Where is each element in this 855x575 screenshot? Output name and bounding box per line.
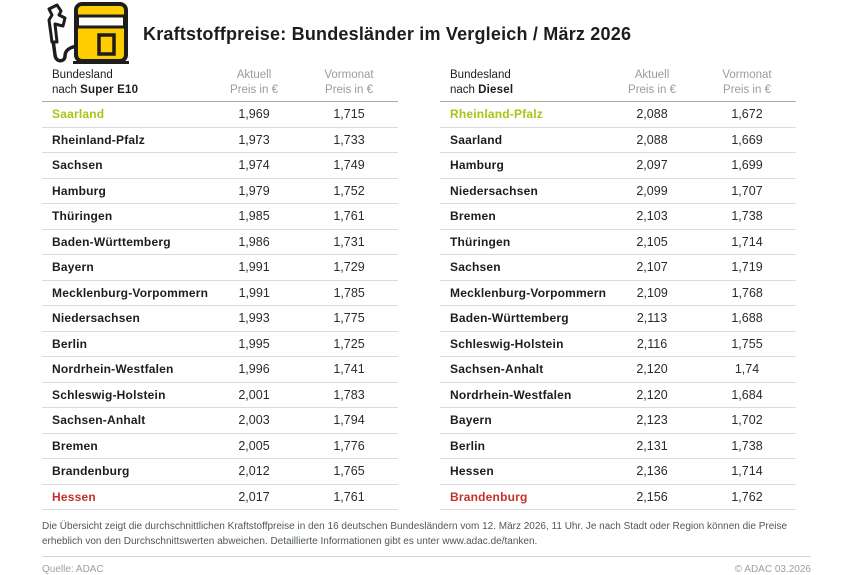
price-previous: 1,699 (731, 158, 763, 173)
price-current: 2,105 (636, 234, 668, 249)
price-current: 2,123 (636, 413, 668, 428)
state-name: Brandenburg (52, 464, 130, 479)
state-name: Thüringen (450, 234, 511, 249)
state-name: Sachsen-Anhalt (450, 362, 544, 377)
state-name: Sachsen (52, 158, 103, 173)
price-previous: 1,755 (731, 336, 763, 351)
tables-section (42, 68, 811, 510)
table-row (42, 332, 398, 358)
fuel-pump-icon (42, 2, 130, 64)
price-previous: 1,762 (731, 489, 763, 504)
price-previous: 1,741 (333, 362, 365, 377)
state-name: Hessen (52, 489, 96, 504)
table-row (440, 459, 796, 485)
table-row (42, 102, 398, 128)
state-name: Mecklenburg-Vorpommern (52, 285, 209, 300)
state-name: Nordrhein-Westfalen (52, 362, 174, 377)
table-row (42, 204, 398, 230)
price-current: 2,120 (636, 362, 668, 377)
price-current: 1,973 (238, 132, 270, 147)
price-current: 1,993 (238, 311, 270, 326)
nach-label: nach (52, 83, 77, 96)
table-row (42, 179, 398, 205)
table-row (440, 179, 796, 205)
price-table-diesel (440, 68, 796, 510)
state-label: Bundesland (52, 69, 113, 81)
price-current: 2,107 (636, 260, 668, 275)
col-header-current (606, 68, 698, 98)
state-name: Hessen (450, 464, 494, 479)
price-previous: 1,761 (333, 209, 365, 224)
state-name: Baden-Württemberg (52, 234, 171, 249)
copyright-text: © ADAC 03.2026 (734, 564, 811, 575)
fuel-name: Diesel (478, 83, 514, 96)
table-header (42, 68, 398, 102)
state-name: Bremen (52, 438, 98, 453)
price-current: 1,985 (238, 209, 270, 224)
price-current: 2,088 (636, 132, 668, 147)
table-row (440, 255, 796, 281)
col-header-state (42, 68, 208, 98)
table-header (440, 68, 796, 102)
table-row (440, 204, 796, 230)
current-label-line1: Aktuell (634, 69, 670, 81)
price-current: 2,131 (636, 438, 668, 453)
table-row (440, 281, 796, 307)
price-previous: 1,684 (731, 387, 763, 402)
footer-divider (42, 556, 811, 557)
table-row (42, 383, 398, 409)
page-title: Kraftstoffpreise: Bundesländer im Vergleich / März 2026 (143, 23, 632, 44)
price-current: 2,099 (636, 183, 668, 198)
price-previous: 1,714 (731, 464, 763, 479)
previous-label-line2: Preis in € (325, 83, 373, 96)
col-header-previous (698, 68, 796, 98)
price-current: 1,974 (238, 158, 270, 173)
price-current: 2,017 (238, 489, 270, 504)
state-name: Schleswig-Holstein (450, 336, 564, 351)
state-name: Rheinland-Pfalz (450, 107, 544, 122)
table-row (440, 102, 796, 128)
fuel-name: Super E10 (80, 83, 139, 96)
col-header-state (440, 68, 606, 98)
price-previous: 1,794 (333, 413, 365, 428)
state-name: Hamburg (450, 158, 505, 173)
nach-label: nach (450, 83, 475, 96)
col-header-current (208, 68, 300, 98)
table-row (440, 128, 796, 154)
state-name: Schleswig-Holstein (52, 387, 166, 402)
state-name: Bayern (450, 413, 492, 428)
price-current: 1,969 (238, 107, 270, 122)
current-label-line1: Aktuell (236, 69, 272, 81)
table-row (42, 153, 398, 179)
price-previous: 1,768 (731, 285, 763, 300)
current-label-line2: Preis in € (230, 83, 278, 96)
state-name: Sachsen (450, 260, 501, 275)
table-row (42, 434, 398, 460)
previous-label-line2: Preis in € (723, 83, 771, 96)
price-current: 2,109 (636, 285, 668, 300)
bottom-bar (42, 564, 811, 575)
state-name: Saarland (450, 132, 503, 147)
price-previous: 1,783 (333, 387, 365, 402)
state-name: Berlin (52, 336, 88, 351)
footer-note: Die Übersicht zeigt die durchschnittlichen Kraftstoffpreise in den 16 deutschen Bundesländern vom 12. März 2026, 11 Uhr. Je nach Stadt oder Region können die Preise erheblich von den Durchschnittswerten abweichen. Detaillierte Informationen gibt es unter www.adac.de/tanken. (42, 521, 788, 547)
price-current: 2,103 (636, 209, 668, 224)
price-current: 2,120 (636, 387, 668, 402)
price-previous: 1,714 (731, 234, 763, 249)
state-name: Bayern (52, 260, 94, 275)
price-table-super-e10 (42, 68, 398, 510)
col-header-previous (300, 68, 398, 98)
state-name: Niedersachsen (450, 183, 538, 198)
table-row (42, 357, 398, 383)
price-previous: 1,738 (731, 438, 763, 453)
price-current: 1,986 (238, 234, 270, 249)
price-current: 2,088 (636, 107, 668, 122)
table-row (440, 230, 796, 256)
header (42, 0, 811, 66)
table-row (440, 383, 796, 409)
state-name: Nordrhein-Westfalen (450, 387, 572, 402)
table-row (440, 153, 796, 179)
table-row (42, 128, 398, 154)
price-previous: 1,733 (333, 132, 365, 147)
price-previous: 1,672 (731, 107, 763, 122)
price-previous: 1,749 (333, 158, 365, 173)
state-name: Rheinland-Pfalz (52, 132, 146, 147)
price-previous: 1,719 (731, 260, 763, 275)
table-body (42, 102, 398, 510)
price-current: 2,116 (636, 336, 668, 351)
price-previous: 1,785 (333, 285, 365, 300)
price-current: 2,012 (238, 464, 270, 479)
price-current: 1,995 (238, 336, 270, 351)
table-row (42, 459, 398, 485)
state-name: Saarland (52, 107, 105, 122)
table-row (42, 281, 398, 307)
price-current: 2,113 (636, 311, 668, 326)
price-previous: 1,775 (333, 311, 365, 326)
table-row (42, 230, 398, 256)
table-body (440, 102, 796, 510)
table-row (42, 485, 398, 511)
price-current: 2,136 (636, 464, 668, 479)
table-row (440, 408, 796, 434)
table-row (440, 485, 796, 511)
state-name: Niedersachsen (52, 311, 140, 326)
price-current: 2,005 (238, 438, 270, 453)
previous-label-line1: Vormonat (324, 69, 374, 81)
price-current: 1,996 (238, 362, 270, 377)
table-row (42, 255, 398, 281)
state-name: Sachsen-Anhalt (52, 413, 146, 428)
price-previous: 1,688 (731, 311, 763, 326)
table-row (440, 434, 796, 460)
state-name: Brandenburg (450, 489, 528, 504)
state-name: Mecklenburg-Vorpommern (450, 285, 607, 300)
price-previous: 1,765 (333, 464, 365, 479)
price-previous: 1,752 (333, 183, 365, 198)
state-name: Baden-Württemberg (450, 311, 569, 326)
price-current: 2,001 (238, 387, 270, 402)
state-name: Thüringen (52, 209, 113, 224)
price-previous: 1,715 (333, 107, 365, 122)
state-name: Hamburg (52, 183, 107, 198)
state-name: Bremen (450, 209, 496, 224)
price-current: 1,979 (238, 183, 270, 198)
price-previous: 1,707 (731, 183, 763, 198)
price-current: 2,097 (636, 158, 668, 173)
source-text: Quelle: ADAC (42, 564, 104, 575)
price-current: 1,991 (238, 260, 270, 275)
state-name: Berlin (450, 438, 486, 453)
table-row (440, 357, 796, 383)
previous-label-line1: Vormonat (722, 69, 772, 81)
price-previous: 1,731 (333, 234, 365, 249)
price-previous: 1,74 (734, 362, 760, 377)
price-previous: 1,702 (731, 413, 763, 428)
price-current: 2,156 (636, 489, 668, 504)
table-row (42, 306, 398, 332)
table-row (440, 332, 796, 358)
price-current: 1,991 (238, 285, 270, 300)
current-label-line2: Preis in € (628, 83, 676, 96)
state-label: Bundesland (450, 69, 511, 81)
price-previous: 1,776 (333, 438, 365, 453)
price-previous: 1,669 (731, 132, 763, 147)
table-row (440, 306, 796, 332)
table-row (42, 408, 398, 434)
price-previous: 1,725 (333, 336, 365, 351)
price-previous: 1,738 (731, 209, 763, 224)
price-previous: 1,761 (333, 489, 365, 504)
price-previous: 1,729 (333, 260, 365, 275)
price-current: 2,003 (238, 413, 270, 428)
